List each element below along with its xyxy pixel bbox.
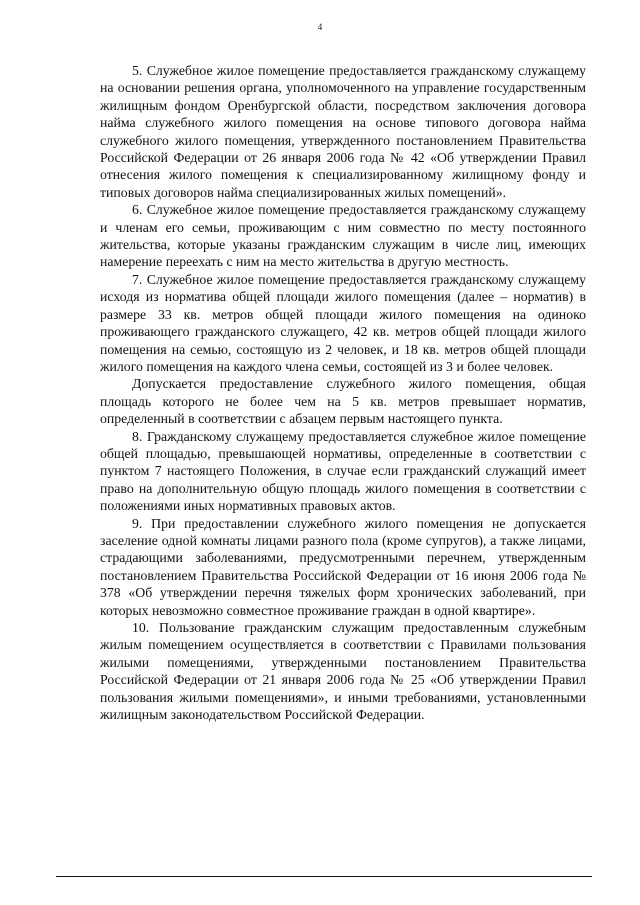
paragraph-item-10: 10. Пользование гражданским служащим предоставленным служебным жилым помещением осуществляется в соответствии с Правилами пользования жилыми помещениями, утвержденными постановлением Правительства Российской Федерации от 21 января 2006 года № 25 «Об утверждении Правил пользования жилыми помещениями», и иными требованиями, установленными жилищным законодательством Российской Федерации.	[100, 620, 586, 723]
paragraph-item-6: 6. Служебное жилое помещение предоставляется гражданскому служащему и членам его семьи, проживающим с ним совместно по месту постоянного жительства, которые указаны гражданским служащим в числе лиц, имеющих намерение переехать с ним на место жительства в другую местность.	[100, 202, 586, 270]
paragraph-item-8: 8. Гражданскому служащему предоставляется служебное жилое помещение общей площадью, превышающей нормативы, определенные в соответствии с пунктом 7 настоящего Положения, в случае если гражданский служащий имеет право на дополнительную общую площадь жилого помещения в соответствии с положениями иных нормативных правовых актов.	[100, 428, 586, 514]
page-number: 4	[317, 22, 323, 32]
paragraph-item-7-continuation: Допускается предоставление служебного жилого помещения, общая площадь которого не более чем на 5 кв. метров превышает норматив, определенный в соответствии с абзацем первым настоящего пункта.	[100, 376, 586, 427]
paragraph-item-5: 5. Служебное жилое помещение предоставляется гражданскому служащему на основании решения органа, уполномоченного на управление государственным жилищным фондом Оренбургской области, посредством заключения договора найма служебного жилого помещения на основе типового договора найма служебного жилого помещения, утвержденного постановлением Правительства Российской Федерации от 26 января 2006 года № 42 «Об утверждении Правил отнесения жилого помещения к специализированному жилищному фонду и типовых договоров найма специализированных жилых помещений».	[100, 63, 586, 200]
document-body	[100, 62, 586, 723]
paragraph-item-7: 7. Служебное жилое помещение предоставляется гражданскому служащему исходя из норматива общей площади жилого помещения (далее – норматив) в размере 33 кв. метров общей площади жилого помещения на одиноко проживающего гражданского служащего, 42 кв. метров общей площади жилого помещения на семью, состоящую из 2 человек, и 18 кв. метров общей площади жилого помещения на каждого члена семьи, состоящей из 3 и более человек.	[100, 271, 586, 374]
footer-divider	[56, 876, 592, 877]
paragraph-item-9: 9. При предоставлении служебного жилого помещения не допускается заселение одной комнаты лицами разного пола (кроме супругов), а также лицами, страдающими заболеваниями, предусмотренными перечнем, утвержденным постановлением Правительства Российской Федерации от 16 июня 2006 года № 378 «Об утверждении перечня тяжелых форм хронических заболеваний, при которых невозможно совместное проживание граждан в одной квартире».	[100, 515, 586, 618]
